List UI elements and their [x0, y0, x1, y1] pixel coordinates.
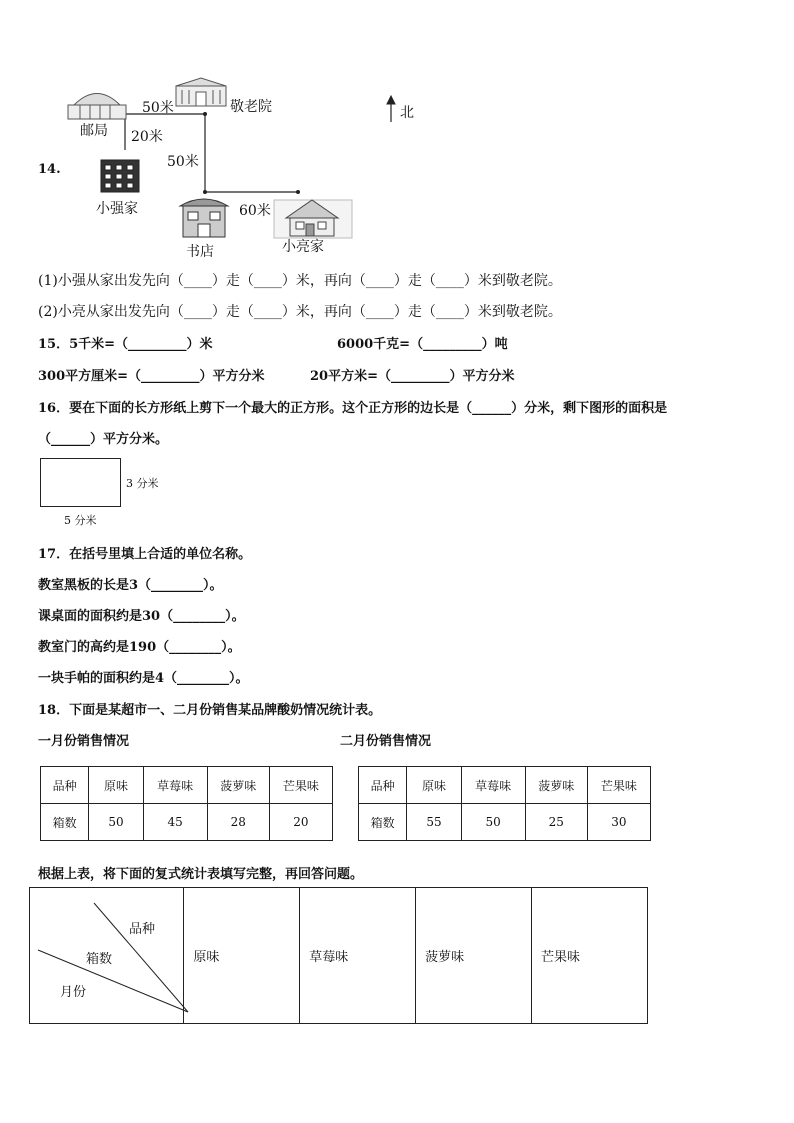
bookstore-icon: [180, 199, 228, 237]
table-cell: 25: [525, 804, 587, 841]
post-office-icon: [68, 94, 126, 120]
table-cell: 菠萝味: [525, 767, 587, 804]
table-row: [359, 767, 651, 804]
question-17-item: 一块手帕的面积约是4（________）。: [38, 671, 249, 686]
xiaoqiang-home-label: 小强家: [96, 201, 138, 217]
diagonal-lines: [30, 888, 195, 1023]
table-cell: 菠萝味: [416, 888, 532, 1024]
distance-label-left: 20米: [131, 129, 163, 145]
table-cell: 芒果味: [532, 888, 648, 1024]
rectangle-width-label: 5 分米: [64, 514, 97, 527]
question-15-a: 15．5千米=（_________）米: [38, 337, 213, 352]
table-cell: 菠萝味: [207, 767, 269, 804]
table-cell: 芒果味: [269, 767, 332, 804]
corner-boxes-label: 箱数: [86, 952, 113, 967]
question-14-part-1: (1)小强从家出发先向（____）走（____）米，再向（____）走（____）米到敬老院。: [38, 273, 562, 289]
table-cell: 芒果味: [587, 767, 650, 804]
rectangle-figure: [40, 458, 121, 507]
distance-label-bottom: 60米: [239, 203, 271, 219]
distance-label-top: 50米: [142, 100, 174, 116]
table-cell: 原味: [407, 767, 461, 804]
xiaoliang-home-icon: [274, 200, 352, 238]
question-14-part-2: (2)小亮从家出发先向（____）走（____）米，再向（____）走（____）米到敬老院。: [38, 304, 562, 320]
question-16-line-1: 16．要在下面的长方形纸上剪下一个最大的正方形。这个正方形的边长是（______）分米，剩下图形的面积是: [38, 401, 668, 416]
table-row: [41, 804, 333, 841]
corner-month-label: 月份: [60, 985, 87, 1000]
table-cell: 50: [89, 804, 143, 841]
question-18-title: 18．下面是某超市一、二月份销售某品牌酸奶情况统计表。: [38, 703, 382, 718]
table-cell: 55: [407, 804, 461, 841]
xiaoqiang-home-icon: [101, 160, 139, 192]
table-cell: 原味: [184, 888, 300, 1024]
xiaoliang-home-label: 小亮家: [282, 239, 324, 255]
table-cell: 45: [143, 804, 207, 841]
question-17-item: 课桌面的面积约是30（________）。: [38, 609, 245, 624]
question-14-number: 14.: [38, 162, 61, 177]
table-cell: 箱数: [41, 804, 89, 841]
table-cell: 原味: [89, 767, 143, 804]
table-cell: 28: [207, 804, 269, 841]
junction-dot: [296, 190, 300, 194]
question-17-item: 教室黑板的长是3（________）。: [38, 578, 223, 593]
table-cell: 草莓味: [461, 767, 525, 804]
question-17-title: 17．在括号里填上合适的单位名称。: [38, 547, 252, 562]
bookstore-label: 书店: [186, 244, 214, 260]
table-cell: 50: [461, 804, 525, 841]
north-arrow-icon: [387, 96, 395, 122]
diagonal-header-cell: [30, 888, 184, 1024]
january-table: [40, 766, 333, 841]
table-row: [30, 888, 648, 1024]
nursing-home-label: 敬老院: [230, 99, 272, 115]
north-label: 北: [400, 105, 414, 121]
table-row: [359, 804, 651, 841]
corner-kind-label: 品种: [129, 922, 156, 937]
table-row: [41, 767, 333, 804]
question-15-d: 20平方米=（_________）平方分米: [310, 369, 515, 384]
question-15-b: 6000千克=（_________）吨: [337, 337, 508, 352]
compound-table: [29, 887, 648, 1024]
table-cell: 草莓味: [143, 767, 207, 804]
table-cell: 品种: [41, 767, 89, 804]
question-18-instruction: 根据上表，将下面的复式统计表填写完整，再回答问题。: [38, 867, 364, 882]
question-15-c: 300平方厘米=（_________）平方分米: [38, 369, 265, 384]
table-cell: 20: [269, 804, 332, 841]
junction-dot: [203, 112, 207, 116]
map-lines: [0, 0, 794, 265]
february-caption: 二月份销售情况: [340, 734, 432, 749]
rectangle-height-label: 3 分米: [126, 477, 159, 490]
question-16-line-2: （______）平方分米。: [38, 432, 169, 447]
question-17-item: 教室门的高约是190（________）。: [38, 640, 241, 655]
table-cell: 30: [587, 804, 650, 841]
distance-label-middle: 50米: [167, 154, 199, 170]
nursing-home-icon: [176, 78, 226, 106]
table-cell: 草莓味: [300, 888, 416, 1024]
january-caption: 一月份销售情况: [38, 734, 130, 749]
post-office-label: 邮局: [80, 123, 108, 139]
junction-dot: [203, 190, 207, 194]
table-cell: 箱数: [359, 804, 407, 841]
table-cell: 品种: [359, 767, 407, 804]
february-table: [358, 766, 651, 841]
